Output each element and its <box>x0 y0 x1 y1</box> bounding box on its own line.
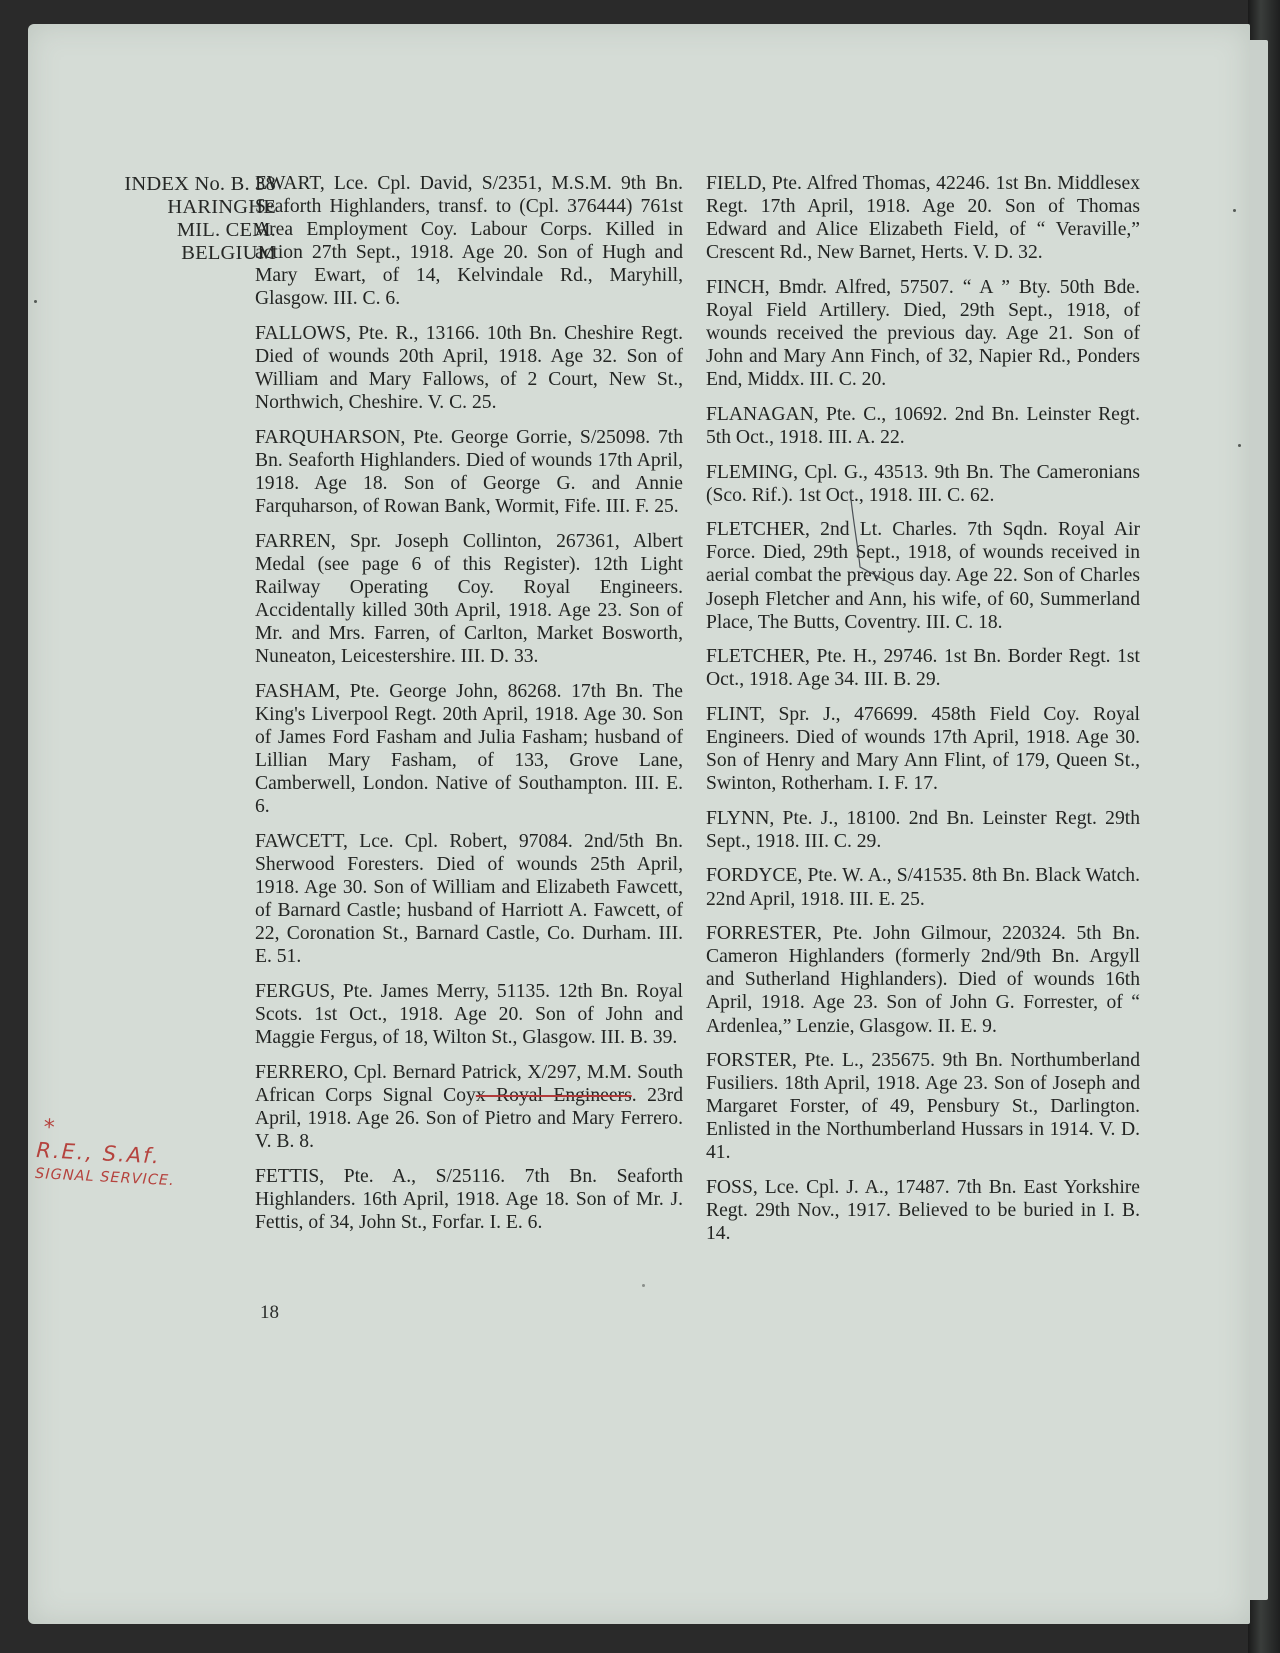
entry-finch: FINCH, Bmdr. Alfred, 57507. “ A ” Bty. 50th Bde. Royal Field Artillery. Died, 29th Sept., 1918, of wounds received the previous day. Age 21. Son of John and Mary Ann Finch, of 32, Napier Rd., Ponders End, Middx. III. C. 20. <box>706 276 1140 391</box>
entry-farquharson: FARQUHARSON, Pte. George Gorrie, S/25098. 7th Bn. Seaforth Highlanders. Died of wounds 17th April, 1918. Age 18. Son of George G. and Annie Farquharson, of Rowan Bank, Wormit, Fife. III. F. 25. <box>255 426 683 518</box>
speck <box>1233 209 1236 212</box>
ferrero-text: FERRERO, Cpl. Bernard Patrick, X/297, M.M. South African Corps Signal Coy <box>255 1061 683 1106</box>
cemetery-header <box>54 173 276 265</box>
left-column <box>255 172 683 1245</box>
entry-fletcher-charles: FLETCHER, 2nd Lt. Charles. 7th Sqdn. Royal Air Force. Died, 29th Sept., 1918, of wounds received in aerial combat the previous day. Age 22. Son of Charles Joseph Fletcher and Ann, his wife, of 60, Summerland Place, The Butts, Coventry. III. C. 18. <box>706 519 1140 633</box>
entry-forrester: FORRESTER, Pte. John Gilmour, 220324. 5th Bn. Cameron Highlanders (formerly 2nd/9th Bn. Argyll and Sutherland Highlanders). Died of wounds 16th April, 1918. Age 23. Son of John G. Forrester, of “ Ardenlea,” Lenzie, Glasgow. II. E. 9. <box>706 923 1140 1037</box>
entry-farren: FARREN, Spr. Joseph Collinton, 267361, Albert Medal (see page 6 of this Register). 12th Light Railway Operating Coy. Royal Engineers. Accidentally killed 30th April, 1918. Age 23. Son of Mr. and Mrs. Farren, of Carlton, Market Bosworth, Nuneaton, Leicestershire. III. D. 33. <box>255 530 683 668</box>
page-number: 18 <box>260 1302 279 1323</box>
cemetery-type: MIL. CEM. <box>176 219 276 241</box>
handwritten-annotation <box>34 1115 238 1195</box>
entry-fettis: FETTIS, Pte. A., S/25116. 7th Bn. Seaforth Highlanders. 16th April, 1918. Age 18. Son of Mr. J. Fettis, of 34, John St., Forfar. I. E. 6. <box>255 1165 683 1233</box>
register-page <box>28 24 1250 1624</box>
annotation-line-2: SIGNAL SERVICE. <box>34 1165 176 1190</box>
entry-flint: FLINT, Spr. J., 476699. 458th Field Coy. Royal Engineers. Died of wounds 17th April, 1918. Age 30. Son of Henry and Mary Ann Flint, of 179, Queen St., Swinton, Rotherham. I. F. 17. <box>706 703 1140 795</box>
entry-fleming: FLEMING, Cpl. G., 43513. 9th Bn. The Cameronians (Sco. Rif.). 1st Oct., 1918. III. C. 62. <box>706 461 1140 506</box>
entry-flynn: FLYNN, Pte. J., 18100. 2nd Bn. Leinster Regt. 29th Sept., 1918. III. C. 29. <box>706 807 1140 852</box>
ferrero-text-end: . 23rd April, 1918. Age 26. Son of Pietro and Mary Ferrero. V. B. 8. <box>255 1084 683 1153</box>
entry-fawcett: FAWCETT, Lce. Cpl. Robert, 97084. 2nd/5th Bn. Sherwood Foresters. Died of wounds 25th April, 1918. Age 30. Son of William and Elizabeth Fawcett, of Barnard Castle; husband of Harriott A. Fawcett, of 22, Coronation St., Barnard Castle, Co. Durham. III. E. 51. <box>255 830 683 968</box>
entry-flanagan: FLANAGAN, Pte. C., 10692. 2nd Bn. Leinster Regt. 5th Oct., 1918. III. A. 22. <box>706 403 1140 448</box>
entry-fergus: FERGUS, Pte. James Merry, 51135. 12th Bn. Royal Scots. 1st Oct., 1918. Age 20. Son of John and Maggie Fergus, of 18, Wilton St., Glasgow. III. B. 39. <box>255 981 683 1049</box>
entry-field: FIELD, Pte. Alfred Thomas, 42246. 1st Bn. Middlesex Regt. 17th April, 1918. Age 20. Son of Thomas Edward and Alice Elizabeth Field, of “ Veraville,” Crescent Rd., New Barnet, Herts. V. D. 32. <box>706 173 1140 264</box>
speck <box>1238 444 1241 447</box>
entry-ferrero <box>255 1061 683 1153</box>
index-number: INDEX No. B. 38 <box>124 173 276 195</box>
entry-fordyce: FORDYCE, Pte. W. A., S/41535. 8th Bn. Black Watch. 22nd April, 1918. III. E. 25. <box>706 865 1140 910</box>
entry-ewart: EWART, Lce. Cpl. David, S/2351, M.S.M. 9th Bn. Seaforth Highlanders, transf. to (Cpl. 376444) 761st Area Employment Coy. Labour Corps. Killed in action 27th Sept., 1918. Age 20. Son of Hugh and Mary Ewart, of 14, Kelvindale Rd., Maryhill, Glasgow. III. C. 6. <box>255 173 683 310</box>
annotation-asterisk: * <box>42 1115 56 1141</box>
entry-forster: FORSTER, Pte. L., 235675. 9th Bn. Northumberland Fusiliers. 18th April, 1918. Age 23. Son of Joseph and Margaret Forster, of 49, Pensbury St., Darlington. Enlisted in the Northumberland Hussars in 1914. V. D. 41. <box>706 1050 1140 1164</box>
cemetery-name: HARINGHE <box>167 196 276 218</box>
entry-fasham: FASHAM, Pte. George John, 86268. 17th Bn. The King's Liverpool Regt. 20th April, 1918. Age 30. Son of James Ford Fasham and Julia Fasham; husband of Lillian Mary Fasham, of 133, Grove Lane, Camberwell, London. Native of Southampton. III. E. 6. <box>255 680 683 818</box>
entry-foss: FOSS, Lce. Cpl. J. A., 17487. 7th Bn. East Yorkshire Regt. 29th Nov., 1917. Believed to be buried in I. B. 14. <box>706 1177 1140 1245</box>
speck <box>642 1284 645 1287</box>
country: BELGIUM <box>181 242 276 264</box>
speck <box>34 300 37 303</box>
struck-text: x Royal Engineers <box>475 1084 632 1106</box>
entry-fallows: FALLOWS, Pte. R., 13166. 10th Bn. Cheshire Regt. Died of wounds 20th April, 1918. Age 32. Son of William and Mary Fallows, of 2 Court, New St., Northwich, Cheshire. V. C. 25. <box>255 323 683 414</box>
annotation-line-1: R.E., S.Af. <box>35 1137 162 1169</box>
entry-fletcher-h: FLETCHER, Pte. H., 29746. 1st Bn. Border Regt. 1st Oct., 1918. Age 34. III. B. 29. <box>706 646 1140 691</box>
right-column <box>706 172 1140 1257</box>
pencil-stroke <box>846 487 906 587</box>
